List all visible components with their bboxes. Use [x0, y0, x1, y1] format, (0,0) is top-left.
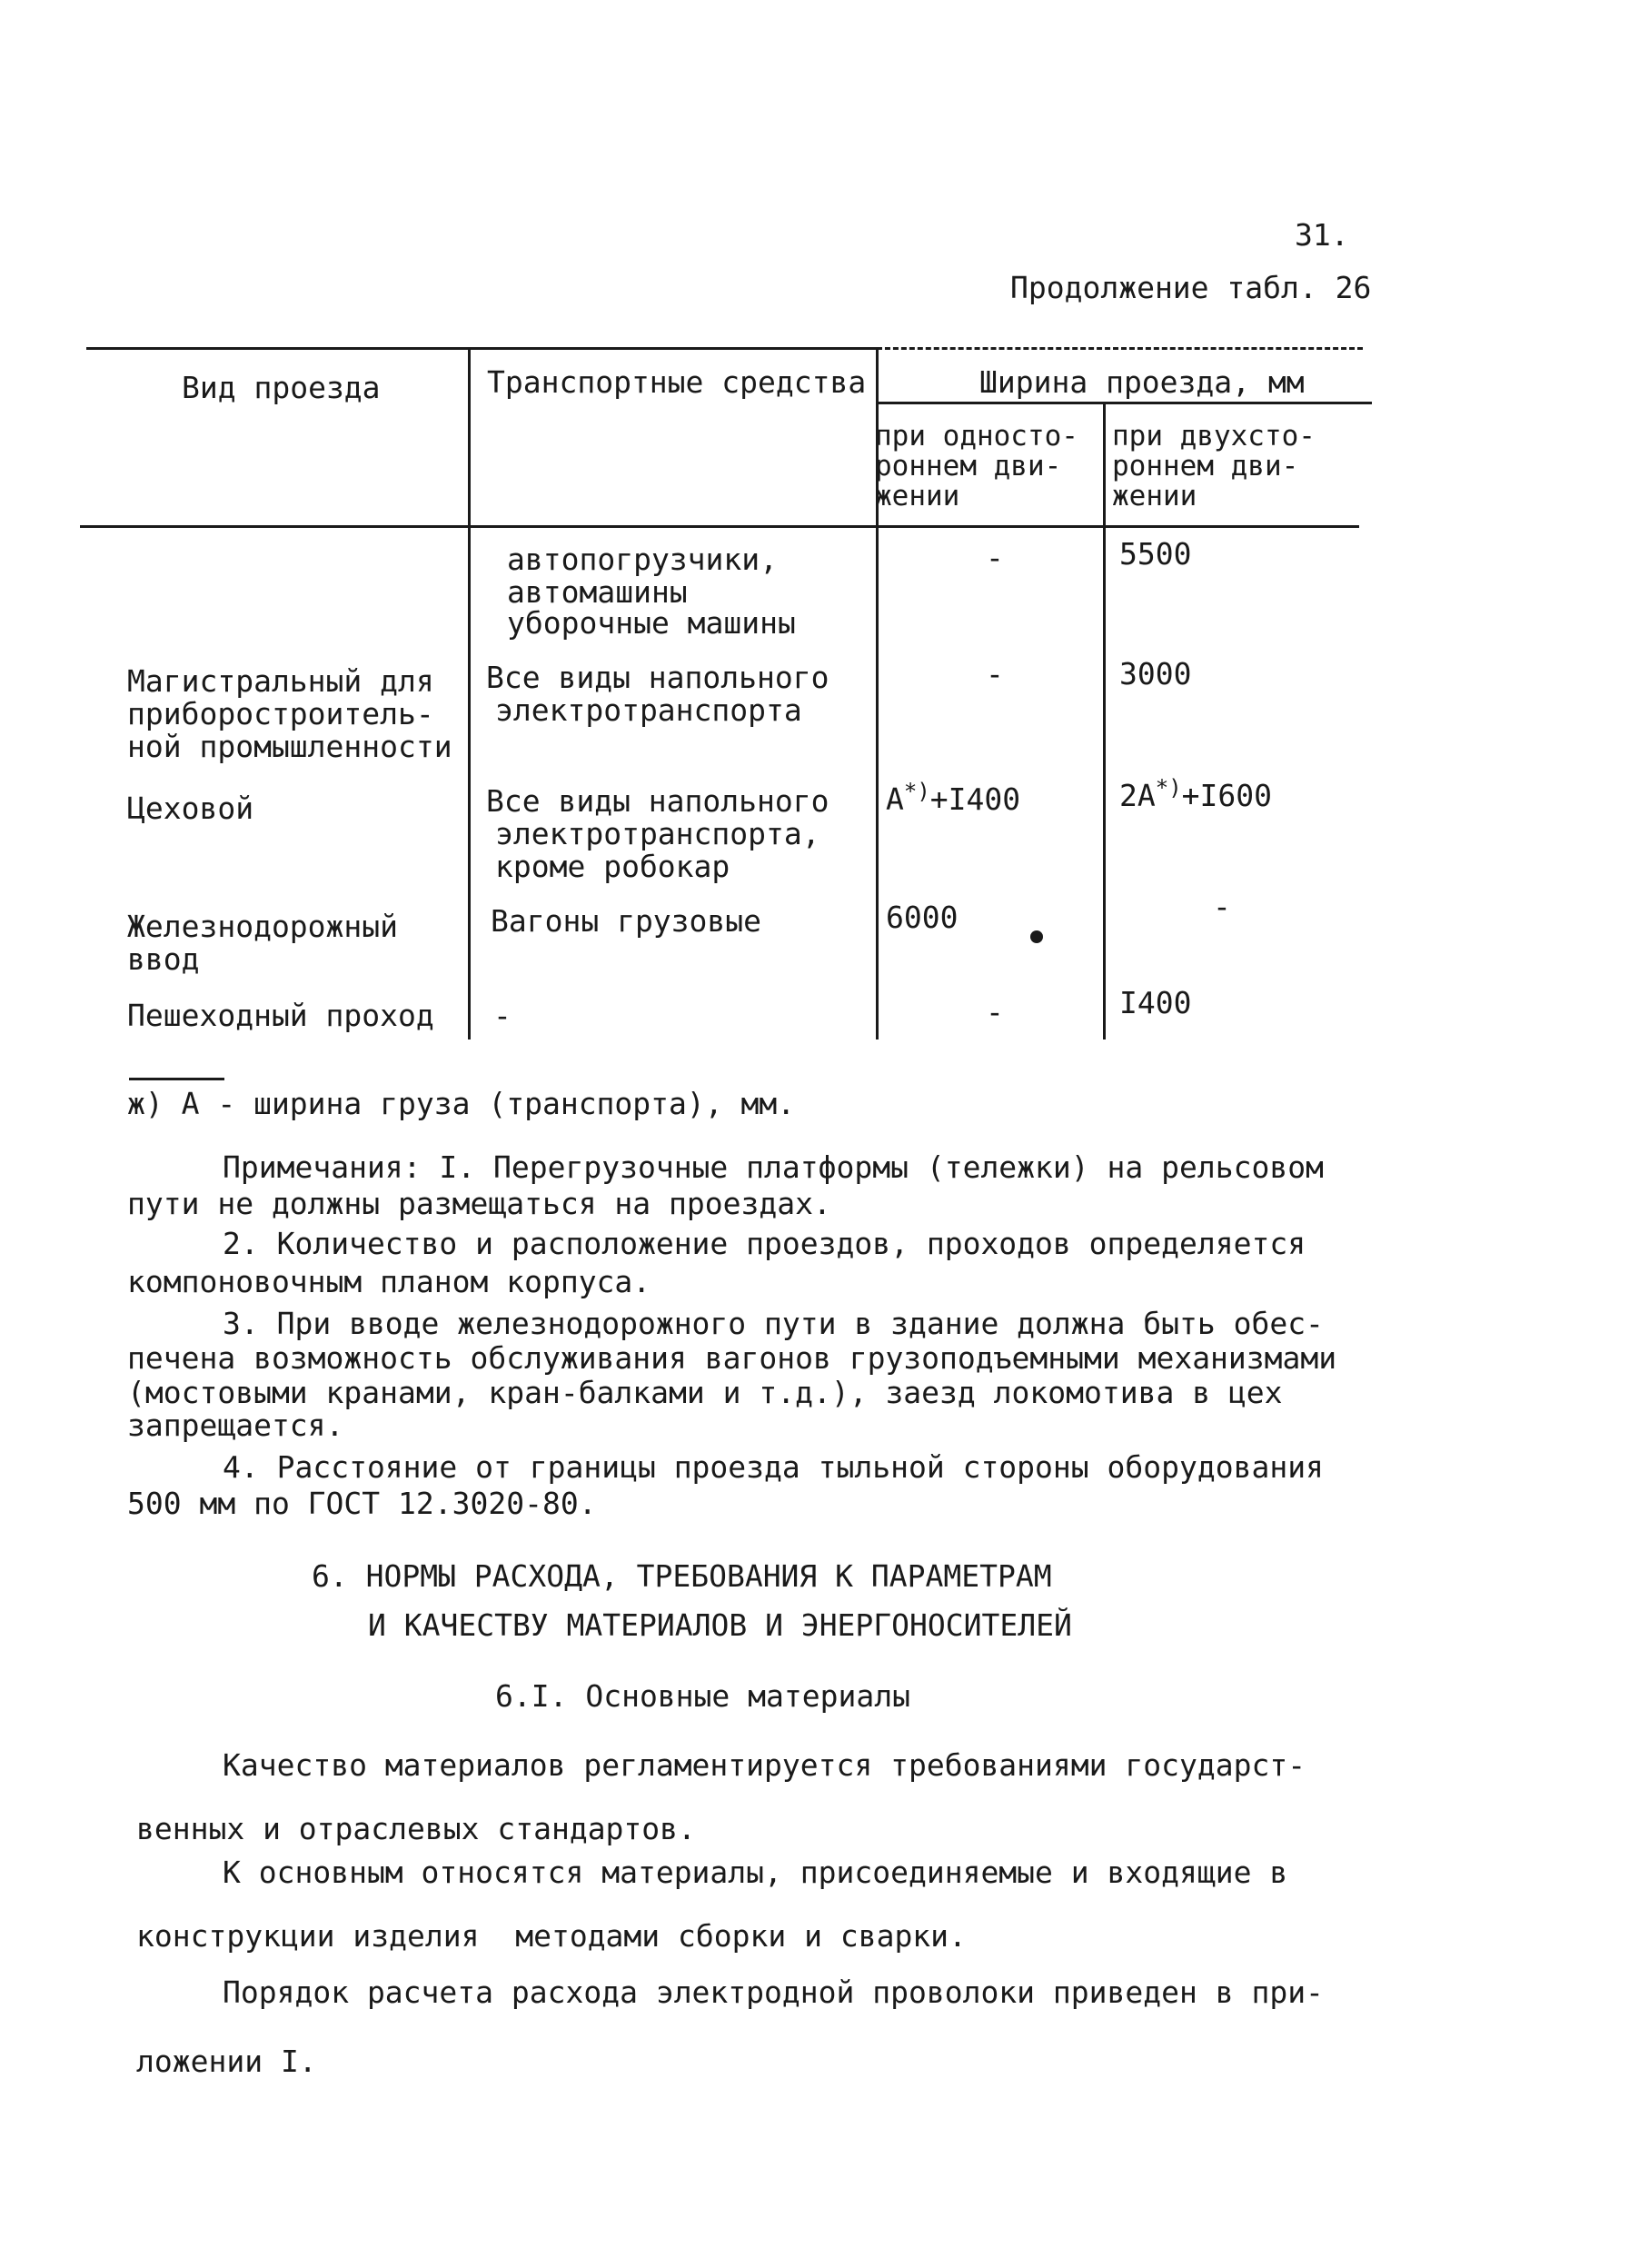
ink-dot [1030, 930, 1043, 943]
body-line-6: ложении I. [136, 2044, 317, 2079]
row2-two-way: 3000 [1119, 656, 1192, 691]
note-4-line-1: 4. Расстояние от границы проезда тыльной стороны оборудования [223, 1449, 1324, 1485]
row4-type-1: Железнодорожный [127, 909, 399, 944]
row2-vehicles-1: Все виды напольного [486, 660, 829, 695]
row3-vehicles-1: Все виды напольного [486, 783, 829, 819]
subsection-title: 6.I. Основные материалы [495, 1678, 910, 1714]
table-top-rule-dashed [877, 347, 1363, 350]
note-1-line-2: пути не должны размещаться на проездах. [127, 1186, 831, 1221]
header-one-way-3: жении [875, 480, 960, 512]
row2-type-2: приборостроитель- [127, 696, 434, 731]
header-two-way-1: при двухсто- [1112, 420, 1316, 453]
row2-vehicles-2: электротранспорта [495, 692, 802, 728]
note-3-line-4: запрещается. [127, 1408, 344, 1443]
row1-vehicles-1: автопогрузчики, [507, 542, 779, 577]
row3-vehicles-3: кроме робокар [495, 849, 730, 884]
header-two-way-3: жении [1112, 480, 1197, 512]
row4-one-way: 6000 [886, 900, 959, 935]
note-3-line-3: (мостовыми кранами, кран-балками и т.д.), заезд локомотива в цех [127, 1375, 1283, 1410]
footnote: ж) А - ширина груза (транспорта), мм. [127, 1086, 796, 1121]
header-one-way-2: роннем дви- [875, 450, 1062, 482]
page-number: 31. [1295, 217, 1349, 253]
row3-one-way-sup: *) [903, 779, 930, 804]
note-2-line-1: 2. Количество и расположение проездов, проходов определяется [223, 1226, 1306, 1261]
row1-one-way: - [986, 540, 1004, 575]
note-1-line-1: Примечания: I. Перегрузочные платформы (тележки) на рельсовом [223, 1149, 1324, 1185]
width-group-rule [877, 402, 1372, 404]
row4-type-2: ввод [127, 941, 200, 977]
row4-vehicles-1: Вагоны грузовые [491, 903, 762, 939]
table-continuation-caption: Продолжение табл. 26 [1010, 270, 1372, 305]
row3-two-way-rest: +I600 [1181, 778, 1272, 813]
body-line-1: Качество материалов регламентируется требованиями государст- [223, 1747, 1306, 1783]
row3-one-way [886, 779, 1021, 817]
row3-two-way-sup: *) [1155, 775, 1182, 801]
header-width-group: Ширина проезда, мм [979, 364, 1305, 400]
col-divider-1 [468, 347, 471, 1040]
row5-vehicles-1: - [493, 998, 512, 1033]
row1-vehicles-3: уборочные машины [507, 605, 796, 641]
body-line-4: конструкции изделия методами сборки и сварки. [136, 1918, 967, 1954]
row3-two-way [1119, 775, 1272, 813]
note-3-line-2: печена возможность обслуживания вагонов грузоподъемными механизмами [127, 1340, 1337, 1376]
row3-one-way-rest: +I400 [929, 781, 1021, 817]
row2-one-way: - [986, 656, 1004, 691]
section-title-line-2: И КАЧЕСТВУ МАТЕРИАЛОВ И ЭНЕРГОНОСИТЕЛЕЙ [368, 1607, 1072, 1643]
header-one-way-1: при односто- [875, 420, 1078, 453]
row2-type-3: ной промышленности [127, 729, 452, 764]
row3-type-1: Цеховой [127, 791, 254, 826]
col-divider-3 [1103, 403, 1106, 1040]
note-4-line-2: 500 мм по ГОСТ 12.3020-80. [127, 1486, 597, 1521]
row5-one-way: - [986, 994, 1004, 1030]
row5-type-1: Пешеходный проход [127, 998, 434, 1033]
row5-two-way: I400 [1119, 985, 1192, 1020]
note-2-line-2: компоновочным планом корпуса. [127, 1264, 651, 1299]
header-vehicles: Транспортные средства [487, 364, 867, 400]
row4-two-way: - [1213, 889, 1231, 924]
header-two-way-2: роннем дви- [1112, 450, 1299, 482]
header-bottom-rule [80, 525, 1359, 528]
note-3-line-1: 3. При вводе железнодорожного пути в здание должна быть обес- [223, 1306, 1324, 1341]
body-line-5: Порядок расчета расхода электродной проволоки приведен в при- [223, 1975, 1324, 2010]
header-type: Вид проезда [182, 370, 381, 405]
row1-two-way: 5500 [1119, 536, 1192, 572]
row1-vehicles-2: автомашины [507, 574, 688, 610]
row3-one-way-base: A [886, 781, 904, 817]
row2-type-1: Магистральный для [127, 663, 434, 699]
row3-two-way-base: 2A [1119, 778, 1156, 813]
section-title-line-1: 6. НОРМЫ РАСХОДА, ТРЕБОВАНИЯ К ПАРАМЕТРАМ [312, 1558, 1052, 1594]
body-line-3: К основным относятся материалы, присоединяемые и входящие в [223, 1855, 1288, 1890]
row3-vehicles-2: электротранспорта, [495, 816, 820, 851]
table-top-rule [86, 347, 877, 350]
footnote-rule [129, 1078, 224, 1080]
body-line-2: венных и отраслевых стандартов. [136, 1811, 696, 1846]
